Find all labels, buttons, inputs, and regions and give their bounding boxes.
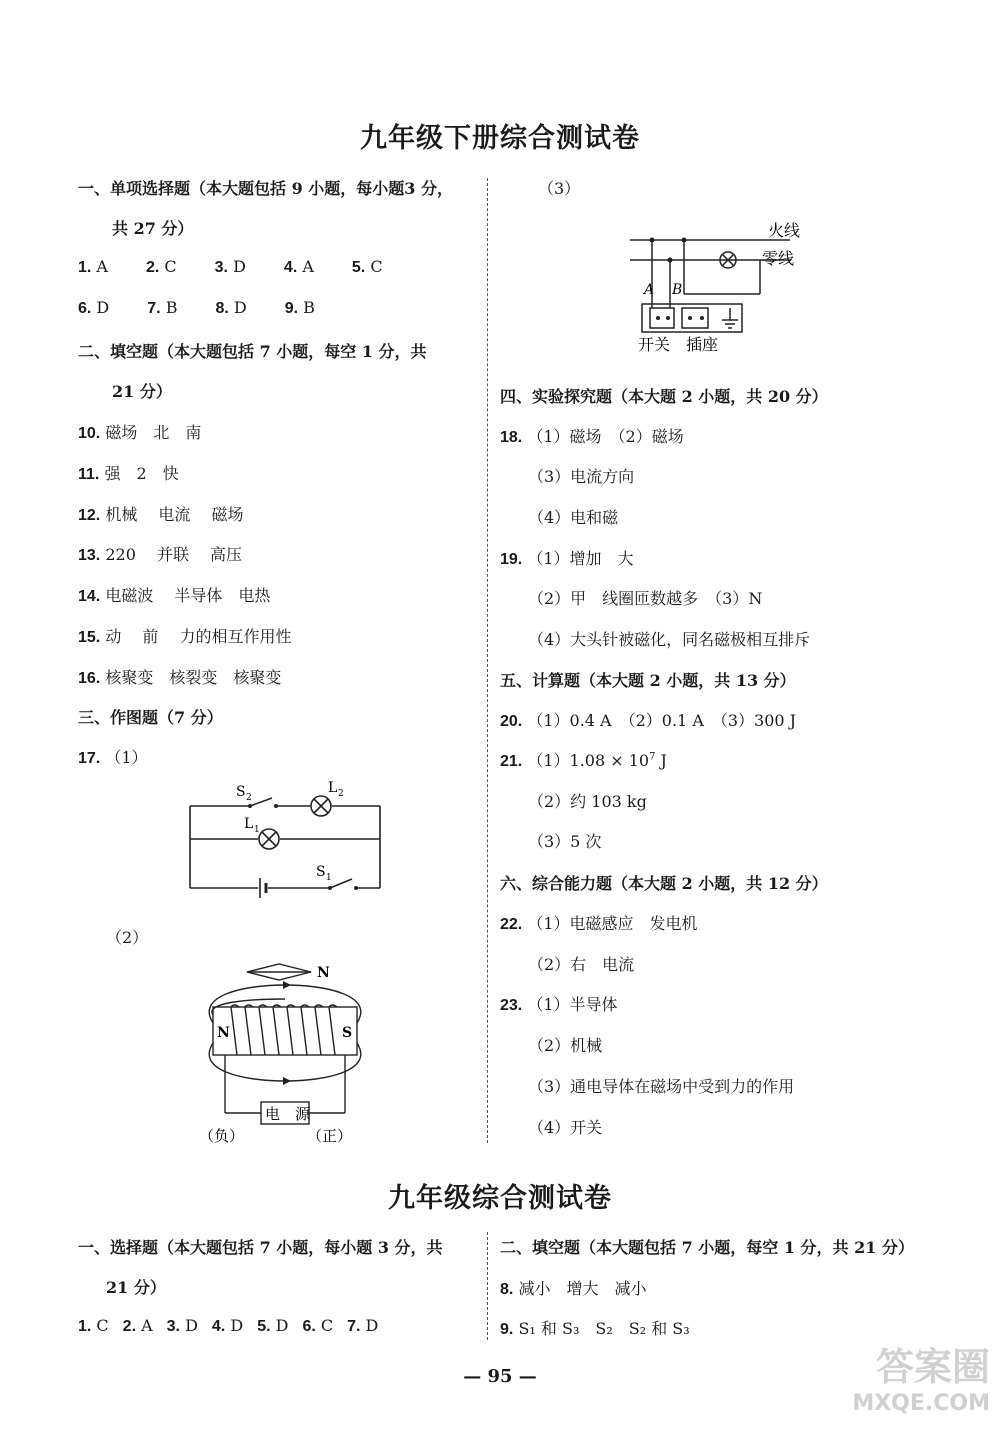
fill-answer-row — [78, 583, 270, 606]
q23-line-3: （3）通电导体在磁场中受到力的作用 — [528, 1077, 795, 1096]
bottom-mc-number: 4. — [211, 1318, 226, 1335]
mc-answer: D — [228, 257, 246, 276]
solenoid-s-label: S — [342, 1025, 353, 1041]
bottom-mc-item — [347, 1316, 378, 1336]
watermark-url: MXQE.COM — [852, 1391, 990, 1416]
fill-answer-row — [78, 502, 244, 525]
q23-answer-1: （1）半导体 — [527, 995, 618, 1014]
q22-line-1 — [500, 911, 698, 934]
section-3-heading: 三、作图题（7 分） — [78, 708, 223, 727]
watermark-text: 答案圈 — [875, 1345, 990, 1389]
q17-part1: （1） — [105, 748, 148, 767]
mc-answer: D — [91, 298, 110, 317]
q17-part2: （2） — [106, 928, 149, 947]
q19-number: 19. — [500, 551, 523, 568]
fill-number: 13. — [78, 547, 101, 565]
mc-answer: D — [228, 298, 247, 317]
section-4-heading: 四、实验探究题（本大题 2 小题，共 20 分） — [500, 387, 828, 406]
bottom-section-1-heading-cont: 21 分） — [106, 1278, 166, 1297]
q19-line-1 — [500, 546, 634, 569]
q18-line-3: （4）电和磁 — [528, 508, 619, 527]
q17-part3: （3） — [538, 179, 581, 198]
mc-answer: C — [365, 257, 383, 276]
positive-label: （正） — [307, 1127, 353, 1145]
fill-answer: 核聚变 核裂变 核聚变 — [100, 667, 282, 687]
bottom-mc-item — [78, 1316, 109, 1336]
q23-line-2: （2）机械 — [528, 1036, 603, 1055]
q21-line-1 — [500, 748, 667, 771]
fill-answer-row — [78, 420, 201, 443]
mc-number: 6. — [78, 300, 92, 317]
section-2-heading: 二、填空题（本大题包括 7 小题，每空 1 分，共 — [78, 342, 427, 361]
bottom-q8-number: 8. — [500, 1281, 514, 1298]
bottom-mc-answer: C — [315, 1316, 334, 1335]
section-2-heading-cont: 21 分） — [112, 382, 172, 401]
watermark-logo — [840, 1336, 990, 1436]
live-wire-label: 火线 — [768, 222, 801, 240]
point-a-label: A — [644, 282, 655, 298]
mc-number: 9. — [284, 300, 299, 317]
page-number: — 95 — — [463, 1366, 537, 1387]
mc-number: 5. — [351, 259, 366, 276]
fill-number: 10. — [78, 425, 101, 442]
circuit-diagram-1 — [180, 778, 400, 898]
bottom-q9-number: 9. — [500, 1321, 514, 1338]
l2-label: L — [328, 780, 338, 796]
q18-line-2: （3）电流方向 — [528, 467, 635, 486]
mc-number: 8. — [215, 300, 229, 317]
q17-label — [78, 745, 148, 768]
q19-line-3: （4）大头针被磁化，同名磁极相互排斥 — [528, 630, 811, 649]
s2-sub: 2 — [246, 793, 252, 803]
mc-number: 1. — [78, 259, 92, 276]
mc-row-2 — [78, 298, 353, 318]
bottom-q8-answer: 减小 增大 减小 — [518, 1279, 647, 1298]
mc-item — [215, 298, 246, 318]
mc-answer: C — [159, 257, 177, 276]
bottom-section-2-heading: 二、填空题（本大题包括 7 小题，每空 1 分，共 21 分） — [500, 1238, 914, 1257]
second-title: 九年级综合测试卷 — [388, 1183, 612, 1214]
s1-sub: 1 — [326, 873, 332, 883]
q18-number: 18. — [500, 429, 523, 446]
bottom-mc-answer: D — [360, 1316, 379, 1335]
q21-line-2: （2）约 103 kg — [528, 792, 647, 811]
fill-answer: 机械 电流 磁场 — [100, 504, 244, 524]
q23-line-4: （4）开关 — [528, 1118, 603, 1137]
q17-number: 17. — [78, 750, 101, 767]
bottom-q9-answer: S₁ 和 S₃ S₂ S₂ 和 S₃ — [518, 1319, 690, 1338]
section-1-heading-cont: 共 27 分） — [112, 219, 194, 238]
section-5-heading: 五、计算题（本大题 2 小题，共 13 分） — [500, 671, 796, 690]
bottom-mc-item — [257, 1316, 288, 1336]
bottom-mc-item — [167, 1316, 198, 1336]
mc-row-1 — [78, 257, 421, 277]
household-circuit-diagram — [610, 222, 820, 357]
mc-item — [215, 257, 246, 277]
mc-item — [78, 298, 109, 318]
compass-n-label: N — [317, 965, 330, 981]
bottom-mc-answer: D — [225, 1316, 244, 1335]
q21-answer-1a: （1）1.08 × 10 — [527, 751, 650, 770]
mc-item — [146, 257, 177, 277]
mc-item — [78, 257, 108, 277]
q20-answer: （1）0.4 A （2）0.1 A （3）300 J — [527, 711, 797, 730]
mc-number: 3. — [214, 259, 228, 276]
neutral-wire-label: 零线 — [762, 249, 795, 268]
q18-answer-1: （1）磁场 （2）磁场 — [527, 427, 684, 446]
section-1-heading: 一、单项选择题（本大题包括 9 小题，每小题3 分， — [78, 179, 453, 198]
q21-number: 21. — [500, 753, 523, 770]
q21-answer-1b: J — [655, 751, 667, 770]
mc-item — [147, 298, 177, 318]
q22-number: 22. — [500, 916, 523, 933]
fill-answer: 动 前 力的相互作用性 — [100, 627, 292, 646]
mc-number: 7. — [147, 300, 161, 317]
q20-line-1 — [500, 708, 796, 731]
bottom-mc-number: 3. — [166, 1318, 180, 1335]
fill-answer: 220 并联 高压 — [100, 545, 243, 565]
bottom-mc-row — [78, 1316, 392, 1336]
bottom-q8 — [500, 1276, 646, 1299]
fill-number: 16. — [78, 669, 101, 687]
bottom-mc-answer: D — [180, 1316, 198, 1335]
q19-answer-1: （1）增加 大 — [527, 549, 634, 568]
bottom-q9 — [500, 1316, 690, 1339]
fill-number: 12. — [78, 506, 101, 524]
q18-line-1 — [500, 424, 684, 447]
section-6-heading: 六、综合能力题（本大题 2 小题，共 12 分） — [500, 874, 828, 893]
q22-line-2: （2）右 电流 — [528, 955, 635, 974]
column-divider-bottom — [487, 1232, 488, 1340]
q21-exponent: 7 — [649, 751, 656, 763]
mc-item — [285, 298, 315, 318]
bottom-mc-number: 2. — [122, 1318, 137, 1335]
page-title: 九年级下册综合测试卷 — [360, 123, 640, 154]
fill-answer-row — [78, 542, 242, 565]
negative-label: （负） — [199, 1127, 245, 1145]
bottom-mc-number: 5. — [257, 1318, 271, 1335]
fill-number: 15. — [78, 629, 101, 646]
solenoid-n-label: N — [217, 1025, 230, 1041]
fill-number: 14. — [78, 588, 101, 606]
q19-line-2: （2）甲 线圈匝数越多 （3）N — [528, 589, 763, 608]
bottom-mc-number: 6. — [302, 1318, 316, 1335]
l1-sub: 1 — [254, 825, 260, 835]
q21-line-3: （3）5 次 — [528, 832, 602, 851]
fill-answer: 电磁波 半导体 电热 — [100, 586, 271, 606]
power-label: 电 源 — [265, 1105, 311, 1123]
fill-answer: 强 2 快 — [99, 463, 179, 483]
q23-line-1 — [500, 992, 618, 1015]
bottom-mc-item — [212, 1316, 243, 1336]
point-b-label: B — [672, 282, 683, 298]
s2-label: S — [236, 784, 246, 800]
bottom-section-1-heading: 一、选择题（本大题包括 7 小题，每小题 3 分，共 — [78, 1238, 443, 1257]
socket-label: 插座 — [686, 335, 719, 354]
bottom-mc-answer: D — [270, 1316, 289, 1335]
fill-answer-row — [78, 624, 292, 647]
solenoid-diagram — [185, 955, 385, 1150]
mc-answer: B — [298, 298, 315, 317]
bottom-mc-answer: C — [91, 1316, 109, 1335]
s1-label: S — [316, 864, 326, 880]
mc-number: 2. — [145, 259, 160, 276]
mc-answer: A — [91, 257, 108, 276]
switch-label: 开关 — [638, 335, 671, 354]
mc-answer: A — [297, 257, 314, 276]
l2-sub: 2 — [338, 789, 344, 799]
mc-item — [284, 257, 314, 277]
l1-label: L — [244, 816, 254, 832]
q23-number: 23. — [500, 997, 523, 1014]
mc-answer: B — [160, 298, 178, 317]
bottom-mc-item — [302, 1316, 333, 1336]
bottom-mc-item — [123, 1316, 153, 1336]
mc-number: 4. — [283, 259, 298, 276]
q22-answer-1: （1）电磁感应 发电机 — [527, 914, 698, 933]
mc-item — [352, 257, 383, 277]
fill-number: 11. — [78, 465, 100, 483]
fill-answer-row — [78, 665, 281, 688]
bottom-mc-answer: A — [136, 1316, 153, 1335]
fill-answer-row — [78, 461, 179, 484]
fill-answer: 磁场 北 南 — [100, 423, 202, 442]
column-divider — [487, 178, 488, 1143]
bottom-mc-number: 1. — [78, 1318, 92, 1335]
bottom-mc-number: 7. — [347, 1318, 361, 1335]
q20-number: 20. — [500, 713, 523, 730]
